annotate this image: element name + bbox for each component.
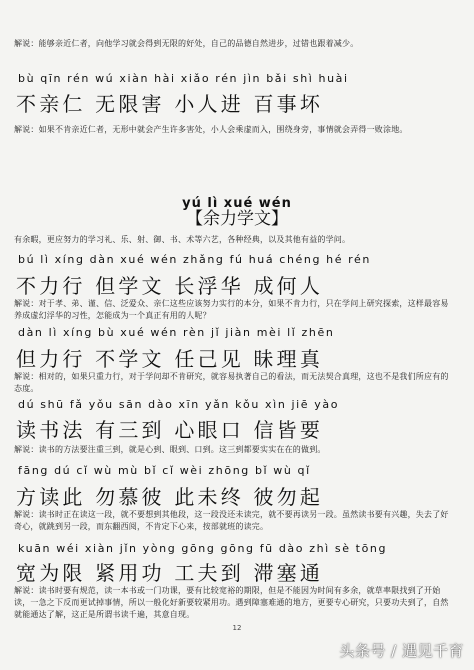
pinyin-line: bú lì xíng dàn xué wén zhǎng fú huá chéng hé rén bbox=[18, 253, 371, 266]
pinyin-line: dàn lì xíng bù xué wén rèn jǐ jiàn mèi lǐ zhēn bbox=[18, 326, 335, 339]
verse-line: 不亲仁 无限害 小人进 百事坏 bbox=[16, 92, 324, 116]
note-paragraph: 解说：能够亲近仁者，向他学习就会得到无限的好处，自己的品德自然进步，过错也跟着减少。 bbox=[14, 39, 359, 48]
verse-line: 读书法 有三到 心眼口 信皆要 bbox=[16, 418, 324, 442]
pinyin-line: kuān wéi xiàn jǐn yòng gōng gōng fū dào zhì sè tōng bbox=[18, 542, 388, 555]
pinyin-line: dú shū fǎ yǒu sān dào xīn yǎn kǒu xìn jiē yào bbox=[18, 398, 340, 411]
intro-paragraph: 有余暇，更应努力的学习礼、乐、射、御、书、术等六艺，各种经典，以及其他有益的学问。 bbox=[14, 235, 351, 244]
pinyin-line: bù qīn rén wú xiàn hài xiǎo rén jìn bǎi shì huài bbox=[18, 72, 349, 85]
verse-line: 宽为限 紧用功 工夫到 滞塞通 bbox=[16, 561, 324, 585]
watermark-text: 头条号 / 遇见千育 bbox=[339, 642, 464, 660]
note-paragraph: 解说：读书时正在读这一段，就不要想到其他段，这一段没还未读完，就不要再读另一段。虽然读书要有兴趣，失去了好奇心，就跳到另一段，而东翻西阅，不肯定下心来，按部就班的读完。 bbox=[14, 510, 449, 531]
note-paragraph: 解说：如果不肯亲近仁者，无形中就会产生许多害处，小人会乘虚而入，围绕身旁，事情就会弄得一败涂地。 bbox=[14, 125, 408, 134]
note-paragraph: 解说：读书的方法要注重三到，就是心到、眼到、口到。这三到都要实实在在的做到。 bbox=[14, 445, 326, 454]
pinyin-line: fāng dú cǐ wù mù bǐ cǐ wèi zhōng bǐ wù qǐ bbox=[18, 464, 311, 477]
section-title: 【余力学文】 bbox=[186, 209, 288, 229]
note-paragraph: 解说：相对的，如果只重力行，对于学问却不肯研究，就容易执著自己的看法，而无法契合真理，这也不是我们所应有的态度。 bbox=[14, 372, 449, 393]
watermark bbox=[339, 640, 464, 661]
verse-line: 不力行 但学文 长浮华 成何人 bbox=[16, 274, 324, 298]
note-paragraph: 解说：读书时要有规范，读一本书或一门功课，要有比较宽裕的期限，但是不能因为时间有多余，就草率限找到了开始读，一急之下反而更试掉事情，所以一般化好新要较紧用功。遇到障塞难通的地方，更要专心研究，只要功夫到了，自然就能通达了解，这正是所谓书读千遍，其意自现。 bbox=[14, 586, 449, 619]
section-title-pinyin: yú lì xué wén bbox=[182, 196, 292, 211]
page-number: 12 bbox=[232, 624, 242, 632]
verse-line: 但力行 不学文 任己见 昧理真 bbox=[16, 347, 324, 371]
verse-line: 方读此 勿慕彼 此未终 彼勿起 bbox=[16, 485, 324, 509]
note-paragraph: 解说：对于孝、弟、谨、信、泛爱众、亲仁这些应该努力实行的本分，如果不肯力行，只在学问上研究探索，这样最容易养成虚幻浮华的习性，怎能成为一个真正有用的人呢？ bbox=[14, 299, 449, 320]
